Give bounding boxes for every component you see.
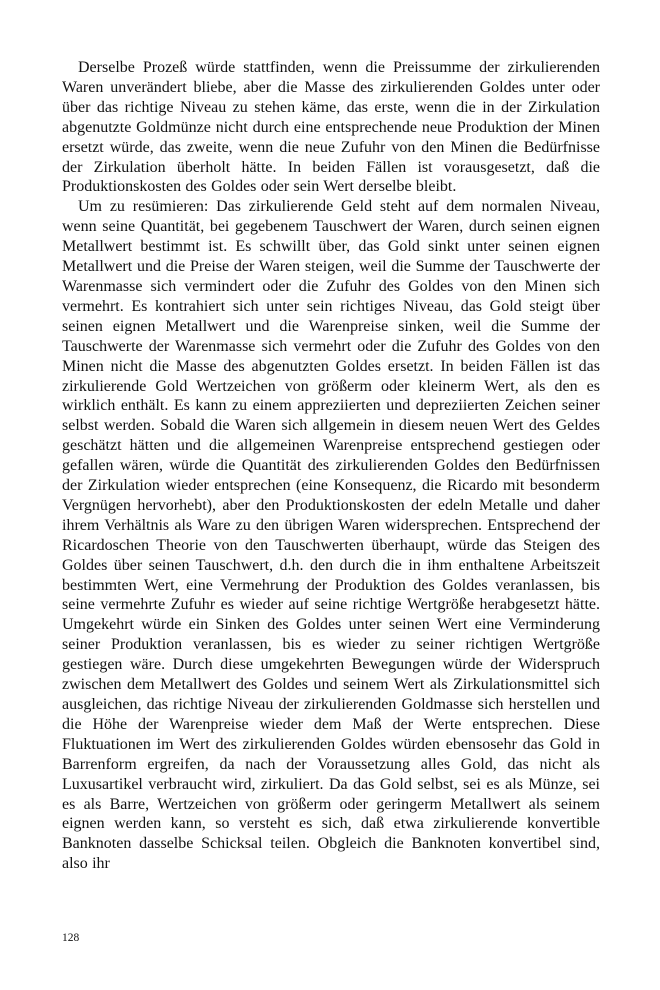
page-number: 128 bbox=[62, 931, 80, 944]
paragraph-1: Derselbe Prozeß würde stattfinden, wenn die Preissumme der zirkulierenden Waren unverändert bliebe, aber die Masse des zirkulierenden Goldes unter oder über das richtige Niveau zu stehen käme, das erste, wenn die in der Zirkulation abgenutzte Goldmünze nicht durch eine entsprechende neue Produktion der Minen ersetzt würde, das zweite, wenn die neue Zufuhr von den Minen die Bedürfnisse der Zirkulation überholt hätte. In beiden Fällen ist vorausgesetzt, daß die Produktionskosten des Goldes oder sein Wert derselbe bleibt. bbox=[62, 59, 600, 196]
paragraph-2: Um zu resümieren: Das zirkulierende Geld steht auf dem normalen Niveau, wenn seine Quantität, bei gegebenem Tauschwert der Waren, durch seinen eignen Metallwert bestimmt ist. Es schwillt über, das Gold sinkt unter seinen eignen Metallwert und die Preise der Waren steigen, weil die Summe der Tauschwerte der Warenmasse sich vermindert oder die Zufuhr des Goldes von den Minen sich vermehrt. Es kontrahiert sich unter sein richtiges Niveau, das Gold steigt über seinen eignen Metallwert und die Warenpreise sinken, weil die Summe der Tauschwerte der Warenmasse sich vermehrt oder die Zufuhr des Goldes von den Minen nicht die Masse des abgenutzten Goldes ersetzt. In beiden Fällen ist das zirkulierende Gold Wertzeichen von größerm oder kleinerm Wert, als den es wirklich enthält. Es kann zu einem appreziierten und depreziierten Zeichen seiner selbst werden. Sobald die Waren sich allgemein in diesem neuen Wert des Geldes geschätzt hätten und die allgemeinen Warenpreise entsprechend gestiegen oder gefallen wären, würde die Quantität des zirkulierenden Goldes den Bedürfnissen der Zirkulation wieder entsprechen (eine Konsequenz, die Ricardo mit besonderm Vergnügen hervorhebt), aber den Produktionskosten der edeln Metalle und daher ihrem Verhältnis als Ware zu den übrigen Waren widersprechen. Entsprechend der Ricardoschen Theorie von den Tauschwerten überhaupt, würde das Steigen des Goldes über seinen Tauschwert, d.h. den durch die in ihm enthaltene Arbeitszeit bestimmten Wert, eine Vermehrung der Produktion des Goldes veranlassen, bis seine vermehrte Zufuhr es wieder auf seine richtige Wertgröße herabgesetzt hätte. Umgekehrt würde ein Sinken des Goldes unter seinen Wert eine Verminderung seiner Produktion veranlassen, bis es wieder zu seiner richtigen Wertgröße gestiegen wäre. Durch diese umgekehrten Bewegungen würde der Widerspruch zwischen dem Metallwert des Goldes und seinem Wert als Zirkulationsmittel sich ausgleichen, das richtige Niveau der zirkulierenden Goldmasse sich herstellen und die Höhe der Warenpreise wieder dem Maß der Werte entsprechen. Diese Fluktuationen im Wert des zirkulierenden Goldes würden ebensosehr das Gold in Barrenform ergreifen, da nach der Voraussetzung alles Gold, das nicht als Luxusartikel verbraucht wird, zirkuliert. Da das Gold selbst, sei es als Münze, sei es als Barre, Wertzeichen von größerm oder geringerm Metallwert als seinem eignen werden kann, so versteht es sich, daß etwa zirkulierende konvertible Banknoten dasselbe Schicksal teilen. Obgleich die Banknoten konvertibel sind, also ihr bbox=[62, 198, 600, 873]
body-text bbox=[62, 58, 600, 874]
